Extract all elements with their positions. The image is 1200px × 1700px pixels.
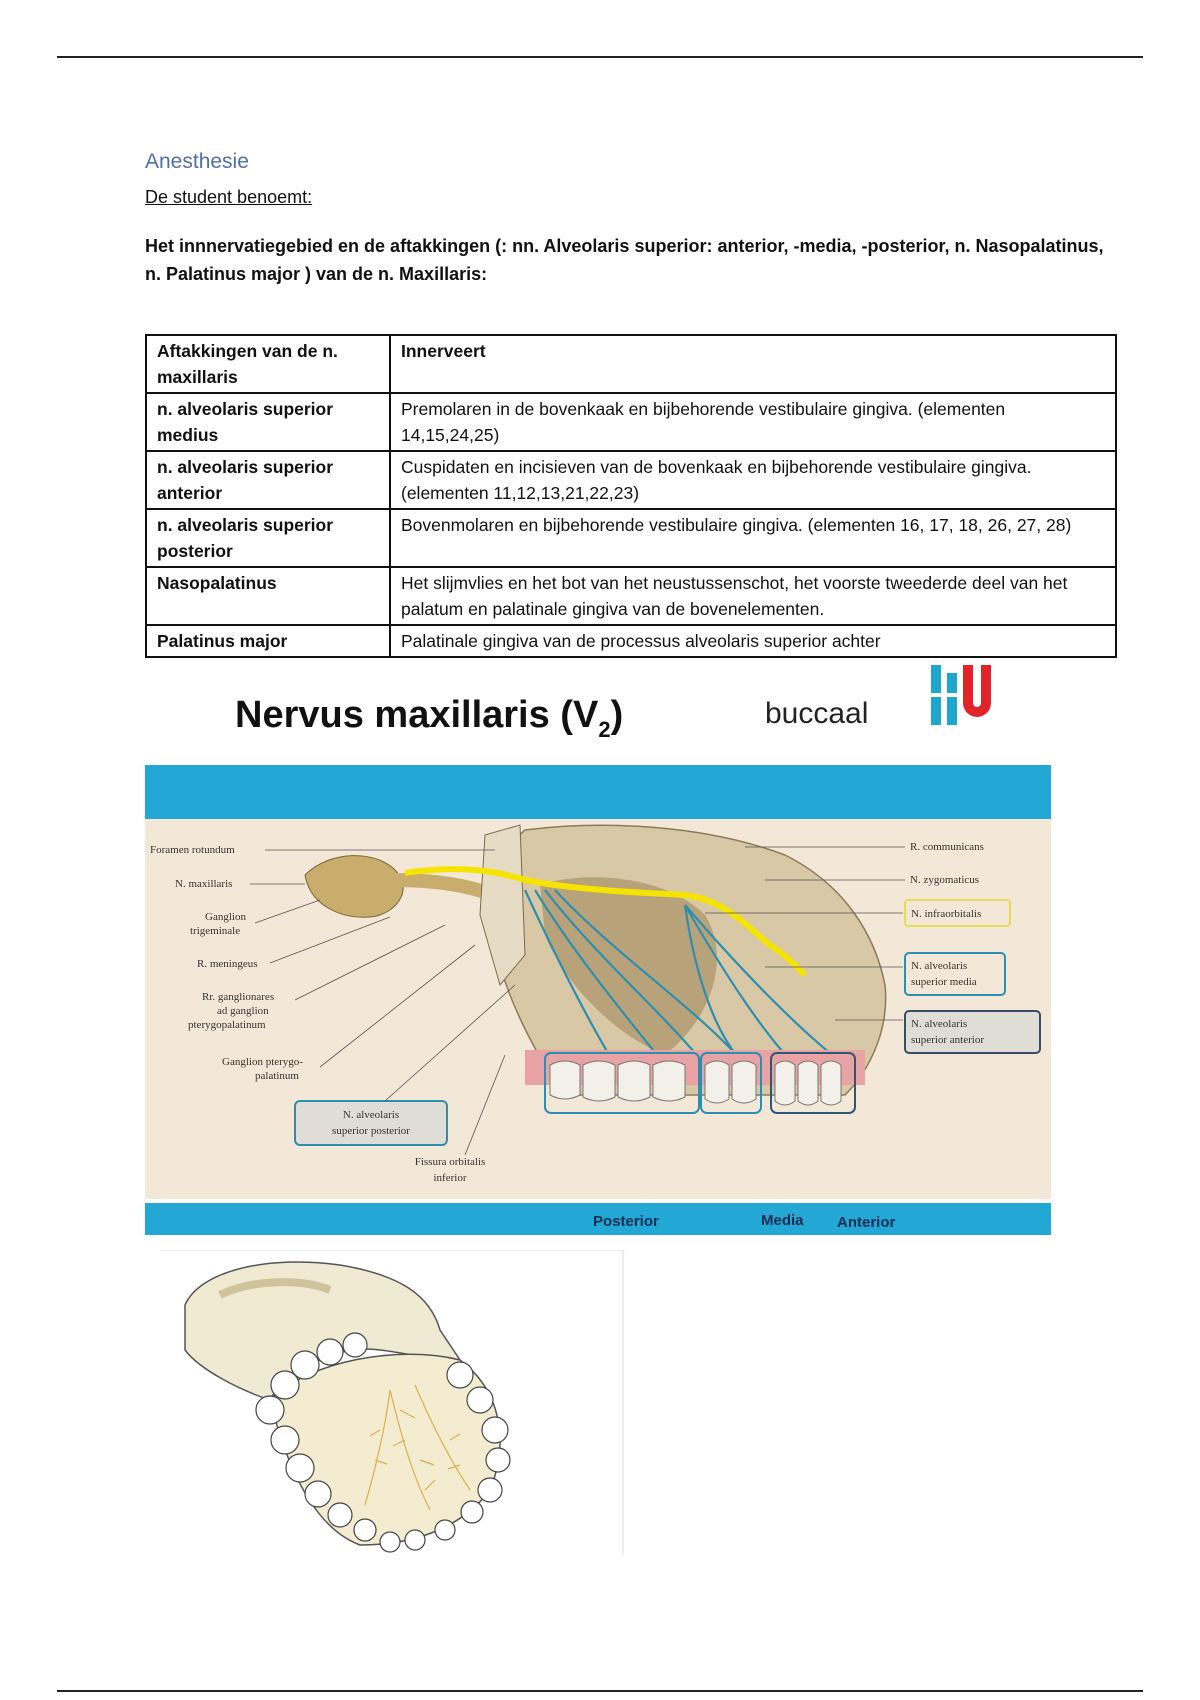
- table-cell-branch: n. alveolaris superior medius: [146, 393, 390, 451]
- label-anterior: Anterior: [837, 1214, 896, 1231]
- label-ganglion: Ganglion: [205, 911, 246, 923]
- top-band: [145, 765, 1051, 819]
- section-title: Anesthesie: [145, 150, 249, 173]
- label-rr-ganglionares: Rr. ganglionares: [202, 991, 275, 1003]
- label-palatinum: palatinum: [255, 1070, 299, 1082]
- table-row: [146, 451, 1116, 509]
- label-alv-media-line2: superior media: [911, 976, 977, 988]
- label-posterior-line2: superior posterior: [332, 1125, 410, 1137]
- label-n-infraorbitalis: N. infraorbitalis: [911, 908, 982, 920]
- table-row: [146, 509, 1116, 567]
- label-alv-media-line1: N. alveolaris: [911, 960, 968, 972]
- figure-title: Nervus maxillaris $(V_2)$: [235, 694, 624, 742]
- table-header-row: [146, 335, 1116, 393]
- label-pterygopalatinum: pterygopalatinum: [188, 1019, 266, 1031]
- palatal-view-illustration: [160, 1250, 625, 1555]
- table-row: [146, 393, 1116, 451]
- table-cell-innervates: Premolaren in de bovenkaak en bijbehorende vestibulaire gingiva. (elementen 14,15,24,25): [390, 393, 1116, 451]
- section-subtitle: De student benoemt:: [145, 187, 313, 207]
- table-cell-branch: Nasopalatinus: [146, 567, 390, 625]
- label-trigeminale: trigeminale: [190, 925, 241, 937]
- table-row: [146, 567, 1116, 625]
- label-fissura-line1: Fissura orbitalis: [414, 1156, 486, 1168]
- table-cell-branch: Palatinus major: [146, 625, 390, 657]
- top-rule: [57, 56, 1143, 58]
- label-r-meningeus: R. meningeus: [197, 958, 258, 970]
- label-alv-anterior-line2: superior anterior: [911, 1034, 984, 1046]
- label-ganglion-pterygo: Ganglion pterygo-: [222, 1056, 303, 1068]
- label-n-zygomaticus: N. zygomaticus: [910, 874, 980, 886]
- table-cell-innervates: Palatinale gingiva van de processus alveolaris superior achter: [390, 625, 1116, 657]
- bottom-rule: [57, 1690, 1143, 1692]
- label-foramen-rotundum: Foramen rotundum: [150, 844, 235, 856]
- table-cell-innervates: Cuspidaten en incisieven van de bovenkaak en bijbehorende vestibulaire gingiva. (elementen 11,12,13,21,22,23): [390, 451, 1116, 509]
- label-r-communicans: R. communicans: [910, 841, 984, 853]
- label-posterior: Posterior: [593, 1213, 659, 1230]
- label-posterior-line1: N. alveolaris: [342, 1109, 400, 1121]
- table-cell-innervates: Bovenmolaren en bijbehorende vestibulaire gingiva. (elementen 16, 17, 18, 26, 27, 28): [390, 509, 1116, 567]
- table-header-cell: Aftakkingen van de n. maxillaris: [146, 335, 390, 393]
- nervus-maxillaris-figure: [145, 655, 1055, 1235]
- table-cell-branch: n. alveolaris superior anterior: [146, 451, 390, 509]
- table-row: [146, 625, 1116, 657]
- table-header-cell: Innerveert: [390, 335, 1116, 393]
- intro-paragraph: Het innnervatiegebied en de aftakkingen (: nn. Alveolaris superior: anterior, -media, -posterior, n. Nasopalatinus, n. Palatinus major ) van de n. Maxillaris:: [145, 236, 1104, 284]
- label-fissura-line2: inferior: [433, 1172, 467, 1184]
- label-ad-ganglion: ad ganglion: [217, 1005, 269, 1017]
- label-n-maxillaris: N. maxillaris: [175, 878, 233, 890]
- table-cell-branch: n. alveolaris superior posterior: [146, 509, 390, 567]
- view-label: buccaal: [765, 697, 869, 730]
- innervation-table: [145, 334, 1117, 658]
- label-alv-anterior-line1: N. alveolaris: [911, 1018, 968, 1030]
- table-cell-innervates: Het slijmvlies en het bot van het neustussenschot, het voorste tweederde deel van het palatum en palatinale gingiva van de bovenelementen.: [390, 567, 1116, 625]
- label-media: Media: [761, 1212, 804, 1229]
